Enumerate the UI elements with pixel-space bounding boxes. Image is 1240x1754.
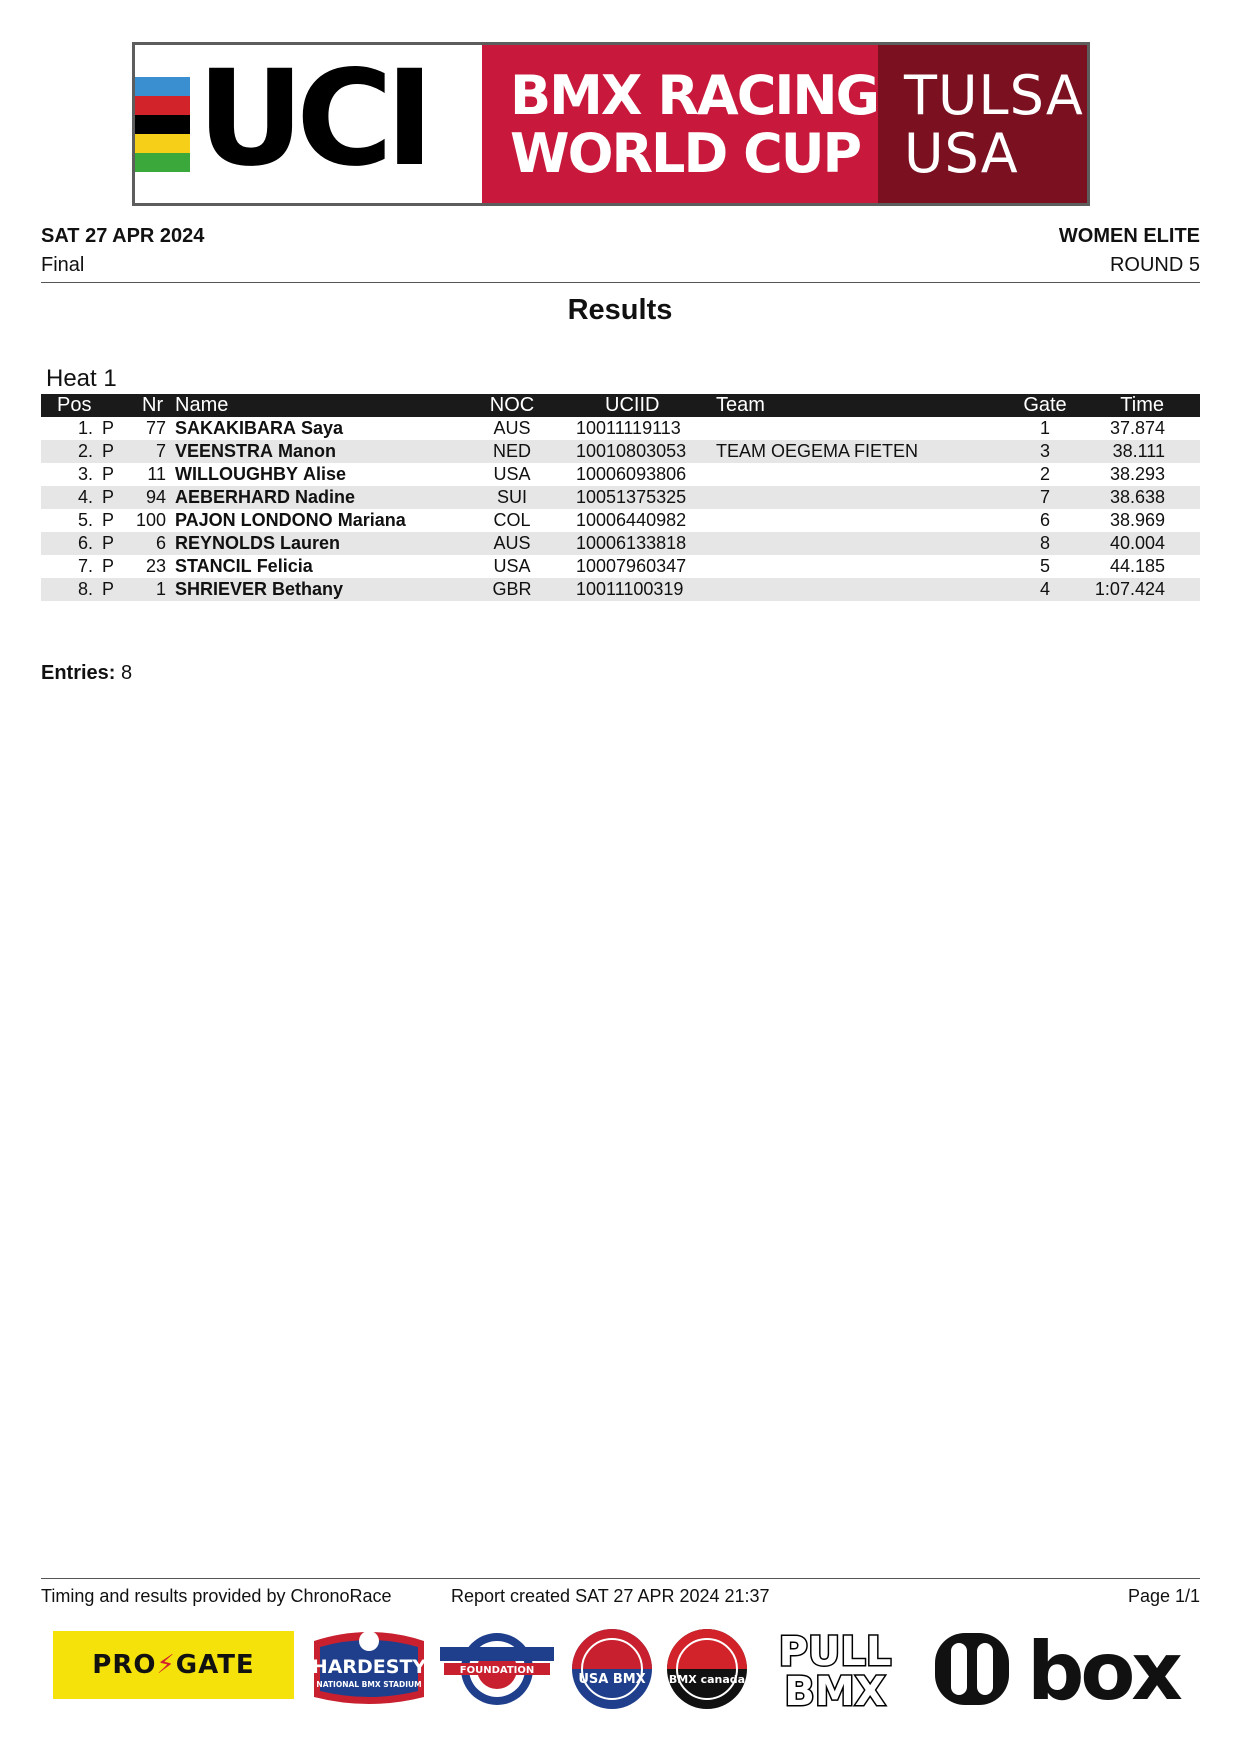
pos-cell: 3. — [77, 464, 93, 484]
usa-bmx-logo — [568, 1627, 656, 1711]
event-name-panel — [482, 45, 878, 203]
gate-cell: 5 — [1039, 556, 1050, 576]
timing-credit: Timing and results provided by ChronoRace — [41, 1586, 392, 1606]
header-right — [1059, 222, 1200, 280]
status-cell: P — [102, 533, 115, 553]
uci-wordmark: UCI — [197, 42, 427, 196]
surname: SAKAKIBARA — [175, 418, 296, 438]
surname: REYNOLDS — [175, 533, 276, 553]
location-city: TULSA — [904, 64, 1084, 127]
col-gate: Gate — [1023, 394, 1067, 416]
status-cell: P — [102, 510, 115, 530]
event-line-2: WORLD CUP — [510, 122, 861, 185]
nr-cell: 1 — [155, 579, 166, 599]
pos-cell: 1. — [77, 418, 93, 438]
team-cell: TEAM OEGEMA FIETEN — [716, 441, 919, 461]
noc-cell: COL — [493, 510, 531, 530]
svg-text:PULL: PULL — [778, 1629, 892, 1675]
noc-cell: USA — [493, 464, 531, 484]
surname: WILLOUGHBY — [175, 464, 298, 484]
status-cell: P — [102, 579, 115, 599]
table-row — [41, 555, 1200, 578]
name-cell — [175, 555, 313, 578]
noc-cell: USA — [493, 556, 531, 576]
time-cell: 38.111 — [1112, 441, 1165, 461]
uciid-cell: 10010803053 — [576, 441, 687, 461]
race-date: SAT 27 APR 2024 — [41, 225, 205, 247]
page-number: Page 1/1 — [1127, 1586, 1200, 1606]
time-cell: 38.293 — [1109, 464, 1165, 484]
uciid-cell: 10011100319 — [576, 579, 684, 599]
status-cell: P — [102, 418, 115, 438]
first-name: Felicia — [256, 556, 313, 576]
hardesty-stadium-logo — [306, 1627, 432, 1711]
pos-cell: 2. — [77, 441, 93, 461]
surname: PAJON LONDONO — [175, 510, 333, 530]
rainbow-stripes — [135, 77, 190, 172]
pos-cell: 5. — [77, 510, 93, 530]
col-team: Team — [716, 394, 765, 416]
first-name: Nadine — [295, 487, 356, 507]
uciid-cell: 10006440982 — [576, 510, 687, 530]
noc-cell: GBR — [492, 579, 532, 599]
table-row — [41, 509, 1200, 532]
results-table — [41, 394, 1200, 601]
surname: AEBERHARD — [175, 487, 291, 507]
svg-text:HARDESTY: HARDESTY — [311, 1656, 427, 1678]
pull-bmx-logo — [759, 1627, 911, 1711]
table-row — [41, 486, 1200, 509]
col-nr: Nr — [142, 394, 164, 416]
nr-cell: 77 — [145, 418, 166, 438]
svg-text:NATIONAL BMX STADIUM: NATIONAL BMX STADIUM — [316, 1680, 422, 1689]
nr-cell: 100 — [135, 510, 166, 530]
nr-cell: 94 — [145, 487, 166, 507]
pos-cell: 7. — [77, 556, 93, 576]
surname: VEENSTRA — [175, 441, 274, 461]
status-cell: P — [102, 441, 115, 461]
nr-cell: 6 — [155, 533, 166, 553]
uciid-cell: 10011119113 — [576, 418, 681, 438]
sponsor-strip — [41, 1627, 1200, 1711]
uciid-cell: 10006093806 — [576, 464, 687, 484]
table-row — [41, 463, 1200, 486]
col-uciid: UCIID — [605, 394, 660, 416]
bmx-canada-logo — [663, 1627, 751, 1711]
first-name: Manon — [278, 441, 337, 461]
table-row — [41, 532, 1200, 555]
location-country: USA — [904, 122, 1019, 185]
race-category: WOMEN ELITE — [1058, 225, 1200, 247]
name-cell — [175, 532, 340, 555]
footer-divider — [41, 1578, 1200, 1579]
svg-text:USA BMX: USA BMX — [578, 1672, 646, 1687]
gate-cell: 4 — [1039, 579, 1050, 599]
surname: STANCIL — [175, 556, 252, 576]
gate-cell: 8 — [1039, 533, 1050, 553]
svg-text:BMX canada: BMX canada — [668, 1673, 746, 1686]
time-cell: 38.638 — [1109, 487, 1165, 507]
name-cell — [175, 578, 343, 601]
first-name: Mariana — [337, 510, 406, 530]
col-name: Name — [175, 394, 229, 416]
pos-cell: 4. — [77, 487, 93, 507]
gate-cell: 2 — [1039, 464, 1050, 484]
time-cell: 1:07.424 — [1094, 579, 1165, 599]
name-cell — [175, 486, 355, 509]
entries-count — [41, 662, 132, 685]
col-noc: NOC — [489, 394, 535, 416]
time-cell: 38.969 — [1109, 510, 1165, 530]
event-banner — [132, 42, 1090, 206]
location-panel — [878, 45, 1087, 203]
time-cell: 44.185 — [1109, 556, 1165, 576]
gate-cell: 3 — [1039, 441, 1050, 461]
name-cell — [175, 509, 406, 532]
noc-cell: NED — [492, 441, 531, 461]
nr-cell: 11 — [147, 464, 166, 484]
uciid-cell: 10007960347 — [576, 556, 687, 576]
progate-logo: PRO ⚡ GATE — [53, 1631, 294, 1699]
nr-cell: 7 — [155, 441, 166, 461]
event-line-1: BMX RACING — [510, 64, 878, 127]
col-pos: Pos — [57, 394, 92, 416]
first-name: Saya — [301, 418, 344, 438]
name-cell — [175, 417, 343, 440]
gate-cell: 7 — [1039, 487, 1050, 507]
gate-cell: 1 — [1039, 418, 1050, 438]
nr-cell: 23 — [145, 556, 166, 576]
name-cell — [175, 440, 336, 463]
entries-value: 8 — [121, 662, 133, 684]
table-header — [41, 394, 1200, 417]
heat-label: Heat 1 — [46, 365, 117, 392]
usa-bmx-foundation-logo — [438, 1627, 556, 1711]
table-row — [41, 578, 1200, 601]
status-cell: P — [102, 487, 115, 507]
first-name: Lauren — [280, 533, 341, 553]
status-cell: P — [102, 556, 115, 576]
uciid-cell: 10006133818 — [576, 533, 687, 553]
header-left — [41, 222, 204, 280]
race-round: ROUND 5 — [1109, 254, 1200, 276]
surname: SHRIEVER — [175, 579, 268, 599]
first-name: Bethany — [272, 579, 344, 599]
uci-logo — [135, 42, 482, 203]
status-cell: P — [102, 464, 115, 484]
report-created: Report created SAT 27 APR 2024 21:37 — [451, 1586, 770, 1606]
name-cell — [175, 463, 346, 486]
pos-cell: 8. — [77, 579, 93, 599]
noc-cell: AUS — [493, 418, 531, 438]
race-stage: Final — [41, 254, 85, 276]
entries-label: Entries: — [41, 662, 116, 684]
gate-cell: 6 — [1039, 510, 1050, 530]
page-title: Results — [567, 294, 673, 326]
time-cell: 37.874 — [1109, 418, 1165, 438]
first-name: Alise — [303, 464, 347, 484]
time-cell: 40.004 — [1109, 533, 1165, 553]
table-row — [41, 440, 1200, 463]
obox-logo — [931, 1627, 1199, 1711]
header-divider — [41, 282, 1200, 283]
svg-text:FOUNDATION: FOUNDATION — [459, 1665, 535, 1676]
pos-cell: 6. — [77, 533, 93, 553]
table-row — [41, 417, 1200, 440]
svg-text:box: box — [1027, 1627, 1179, 1711]
svg-text:BMX: BMX — [784, 1669, 886, 1711]
noc-cell: AUS — [493, 533, 531, 553]
uciid-cell: 10051375325 — [576, 487, 687, 507]
col-time: Time — [1120, 394, 1164, 416]
noc-cell: SUI — [496, 487, 527, 507]
